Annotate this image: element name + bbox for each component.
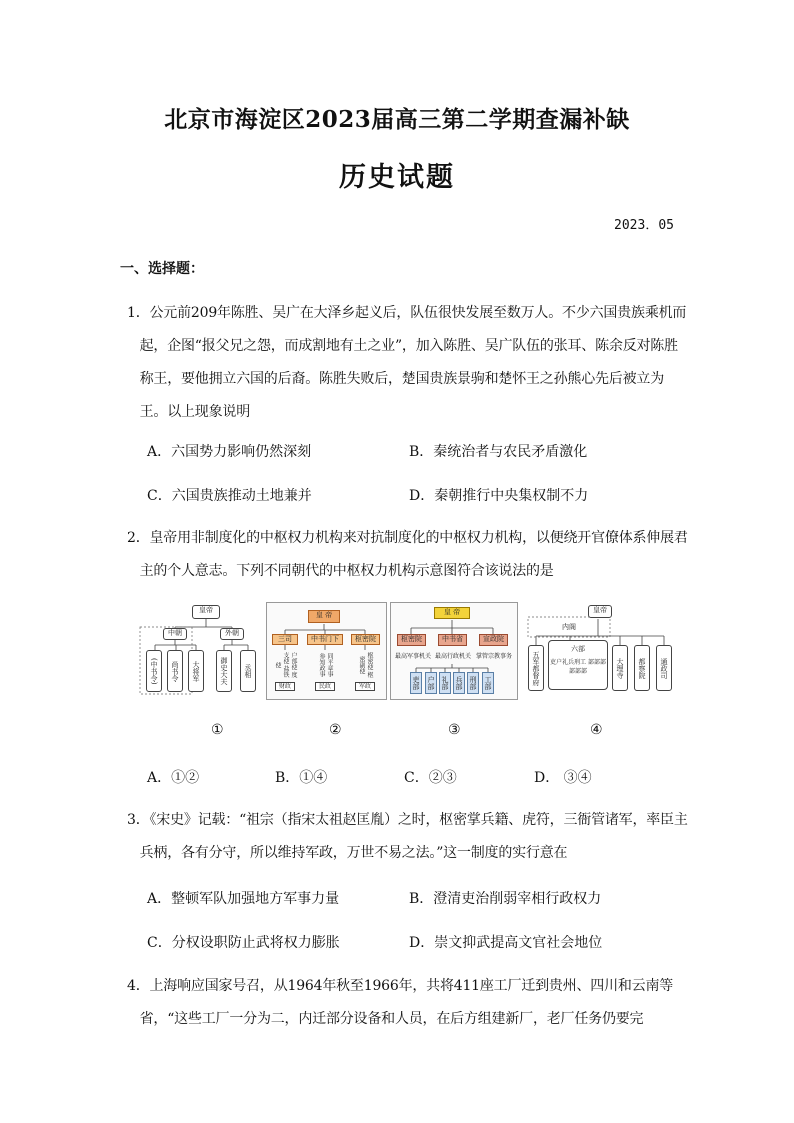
d3-dept-bing: 兵部 [453,672,465,694]
diagram-label-4: ④ [590,722,603,738]
d2-emperor: 皇 帝 [308,610,340,623]
d4-wujun: 五军都督府 [528,645,544,691]
exam-subtitle: 历史试题 [339,162,455,193]
d1-inner-court: 中朝 [163,628,187,640]
d1-dajiangjun: 大将军 [188,650,204,692]
diagram-label-1: ① [211,722,224,738]
d2-sansi: 三司 [272,634,298,645]
d3-xuanzhengyuan: 宣政院 [479,634,508,646]
d1-chengxiang: 丞相 [240,650,256,692]
d2-military: 军政 [355,682,375,691]
q1-option-d: D．秦朝推行中央集权制不力 [409,488,589,504]
d3-dept-li2: 礼部 [439,672,451,694]
q2-option-a: A．①② [147,770,200,786]
d2-zhongshumenxia: 中书门下 [307,634,343,645]
d3-emperor: 皇 帝 [434,607,470,619]
d3-dept-li: 吏部 [410,672,422,694]
d4-six-label: 六部 [571,645,585,653]
q1-option-c: C．六国贵族推动土地兼并 [147,488,312,504]
d4-neige: 内阁 [562,623,576,631]
q2-option-b: B．①④ [275,770,328,786]
q2-option-d: D． ③④ [534,770,592,786]
q1-option-a: A．六国势力影响仍然深刻 [147,444,312,460]
question-2-stem: 2．皇帝用非制度化的中枢权力机构来对抗制度化的中枢权力机构，以便绕开官僚体系伸展君主的个人意志。下列不同朝代的中枢权力机构示意图符合该说法的是 [127,530,688,579]
d2-civil: 民政 [315,682,335,691]
question-3-stem: 3．《宋史》记载：“祖宗（指宋太祖赵匡胤）之时，枢密掌兵籍、虎符，三衙管诸军，率臣主兵柄，各有分守，所以维持军政，万世不易之法。”这一制度的实行意在 [127,812,688,861]
d4-dalisi: 大理寺 [612,645,628,691]
diagram-label-2: ② [329,722,342,738]
d4-emperor: 皇帝 [588,605,612,618]
d2-shumiyuan: 枢密院 [351,634,380,645]
d1-yushidafu: 御史大夫 [216,650,232,692]
q3-option-d: D．崇文抑武提高文官社会地位 [409,935,603,951]
d2-sansi-officials: 户部使 度支使 盐铁使 [274,652,297,678]
diagram-label-3: ③ [448,722,461,738]
d3-zhongshusheng: 中书省 [438,634,467,646]
d4-tongzhengsi: 通政司 [656,645,672,691]
d2-zhongshu-officials: 同平章事 参知政事 [318,653,333,677]
d2-shumi-officials: 枢密使 枢密副使 [358,652,373,678]
d1-zhongshuling: (中书令) [146,650,162,692]
d4-six-ministries [548,640,608,690]
d3-dept-hu: 户部 [425,672,437,694]
q1-option-b: B．秦统治者与农民矛盾激化 [409,444,588,460]
question-4-stem: 4．上海响应国家号召，从1964年秋至1966年，共将411座工厂迁到贵州、四川和云南等省，“这些工厂一分为二，内迁部分设备和人员，在后方组建新厂，老厂任务仍要完 [127,978,674,1027]
q3-option-b: B．澄清吏治削弱宰相行政权力 [409,891,602,907]
exam-date: 2023．05 [614,218,674,233]
d3-caption-1: 最高军事机关 [394,653,431,660]
d3-dept-gong: 工部 [482,672,494,694]
q2-option-c: C．②③ [404,770,457,786]
d3-shumiyuan: 枢密院 [397,634,426,646]
section-heading: 一、选择题： [120,261,204,277]
exam-title: 北京市海淀区2023届高三第二学期查漏补缺 [164,106,630,133]
d4-duchayuan: 都察院 [634,645,650,691]
d2-finance: 财政 [275,682,295,691]
q3-option-a: A．整顿军队加强地方军事力量 [147,891,340,907]
d3-caption-2: 最高行政机关 [434,653,471,660]
d3-caption-3: 掌管宗教事务 [475,653,512,660]
question-1-stem: 1．公元前209年陈胜、吴广在大泽乡起义后，队伍很快发展至数万人。不少六国贵族乘机而起，企图“报父兄之怨，而成割地有土之业”，加入陈胜、吴广队伍的张耳、陈余反对陈胜称王，要他拥立六国的后裔。陈胜失败后，楚国贵族景驹和楚怀王之孙熊心先后被立为王。以上现象说明 [127,305,687,420]
d1-shangshuling: 尚书令 [167,650,183,692]
d1-emperor: 皇帝 [192,605,220,619]
d4-six-sub: 吏户礼兵刑工 部部部部部部 [550,659,606,675]
d1-outer-court: 外朝 [220,628,244,640]
q3-option-c: C．分权设职防止武将权力膨胀 [147,935,340,951]
d3-dept-xing: 刑部 [467,672,479,694]
